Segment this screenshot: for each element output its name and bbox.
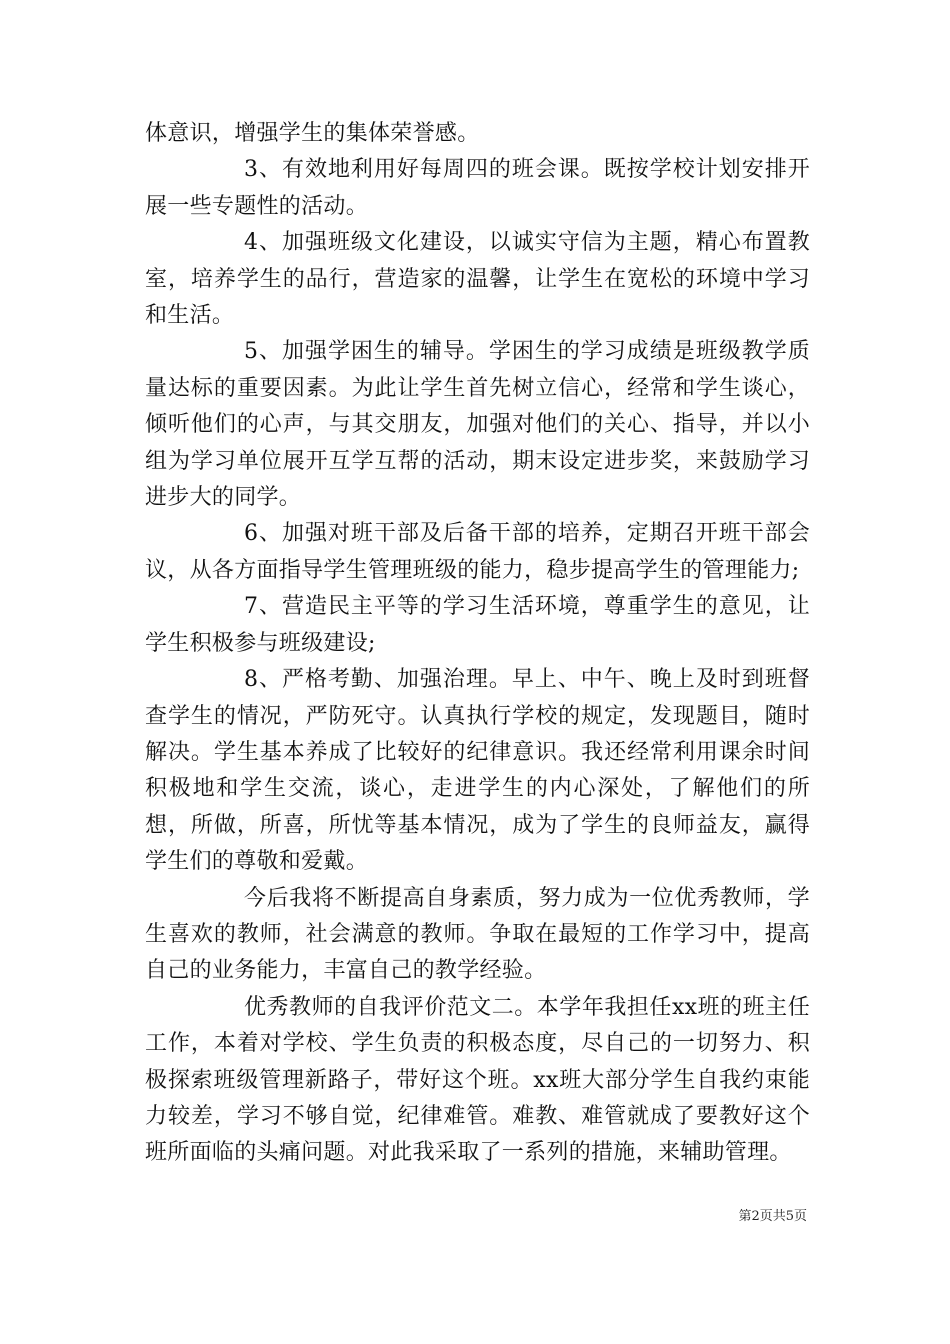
paragraph-item-4: 4、加强班级文化建设，以诚实守信为主题，精心布置教室，培养学生的品行，营造家的温馨，让学生在宽松的环境中学习和生活。 — [145, 230, 810, 329]
paragraph-sample-two: 优秀教师的自我评价范文二。本学年我担任xx班的班主任工作，本着对学校、学生负责的积极态度，尽自己的一切努力、积极探索班级管理新路子，带好这个班。xx班大部分学生自我约束能力较差，学习不够自觉，纪律难管。难教、难管就成了要教好这个班所面临的头痛问题。对此我采取了一系列的措施，来辅助管理。 — [145, 994, 810, 1166]
paragraph-item-3: 3、有效地利用好每周四的班会课。既按学校计划安排开展一些专题性的活动。 — [145, 157, 810, 219]
paragraph-item-7: 7、营造民主平等的学习生活环境，尊重学生的意见，让学生积极参与班级建设; — [145, 594, 810, 656]
paragraph-item-8: 8、严格考勤、加强治理。早上、中午、晚上及时到班督查学生的情况，严防死守。认真执行学校的规定，发现题目，随时解决。学生基本养成了比较好的纪律意识。我还经常利用课余时间积极地和学生交流，谈心，走进学生的内心深处，了解他们的所想，所做，所喜，所忧等基本情况，成为了学生的良师益友，赢得学生们的尊敬和爱戴。 — [145, 667, 810, 875]
document-body — [145, 116, 810, 1172]
paragraph-item-5: 5、加强学困生的辅导。学困生的学习成绩是班级教学质量达标的重要因素。为此让学生首先树立信心，经常和学生谈心，倾听他们的心声，与其交朋友，加强对他们的关心、指导，并以小组为学习单位展开互学互帮的活动，期末设定进步奖，来鼓励学习进步大的同学。 — [145, 339, 810, 511]
paragraph-continuation: 体意识，增强学生的集体荣誉感。 — [145, 121, 480, 146]
paragraph-conclusion: 今后我将不断提高自身素质，努力成为一位优秀教师，学生喜欢的教师，社会满意的教师。争取在最短的工作学习中，提高自己的业务能力，丰富自己的教学经验。 — [145, 885, 810, 984]
page-number-footer: 第2页共5页 — [738, 1209, 807, 1224]
paragraph-item-6: 6、加强对班干部及后备干部的培养，定期召开班干部会议，从各方面指导学生管理班级的能力，稳步提高学生的管理能力; — [145, 521, 810, 583]
